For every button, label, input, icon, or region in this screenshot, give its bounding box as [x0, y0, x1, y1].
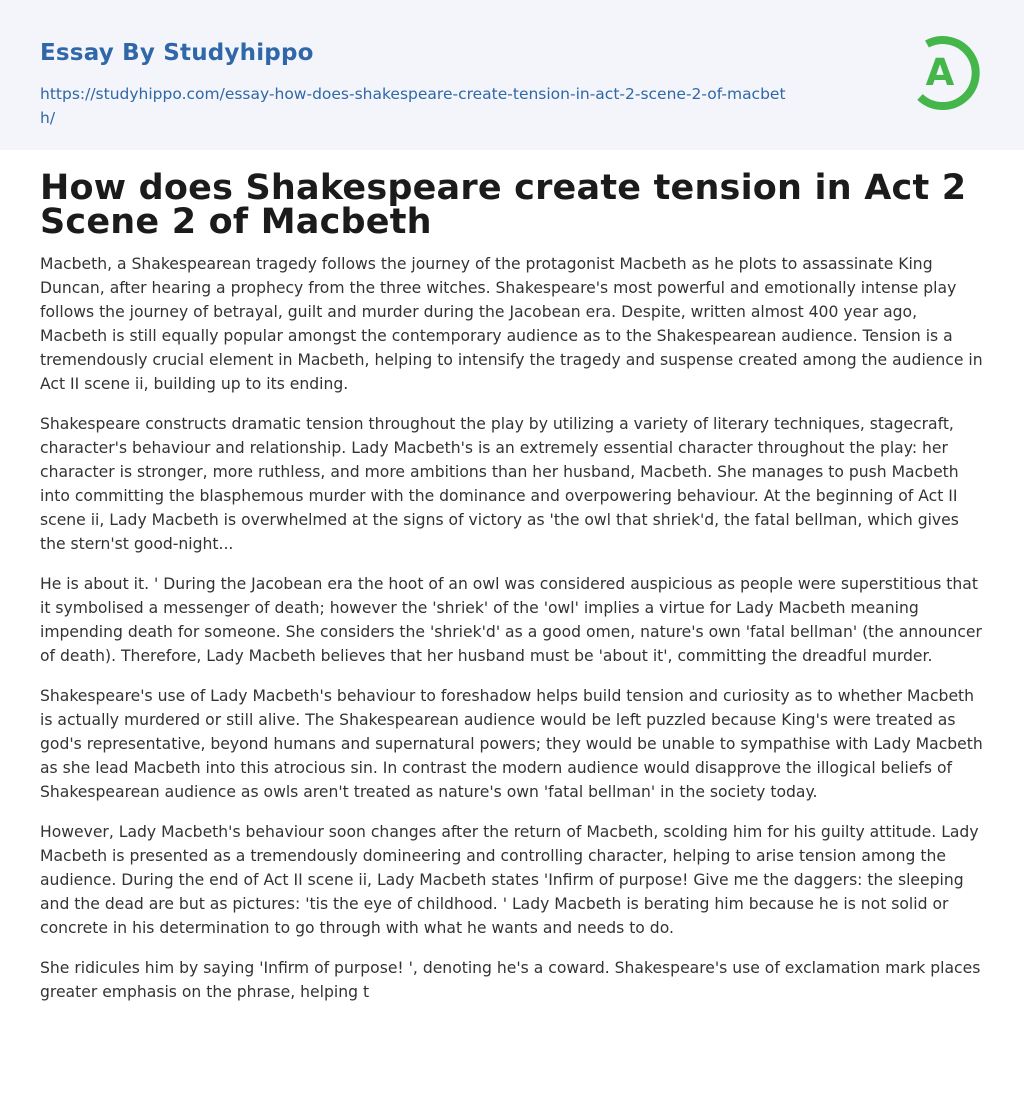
studyhippo-logo-icon[interactable]: [906, 29, 990, 115]
article-body: [0, 150, 1024, 1004]
essay-url-link[interactable]: https://studyhippo.com/essay-how-does-shakespeare-create-tension-in-act-2-scene-2-of-macbeth/: [40, 85, 786, 127]
logo-letter: A: [925, 51, 955, 94]
paragraph-4: Shakespeare's use of Lady Macbeth's behaviour to foreshadow helps build tension and curiosity as to whether Macbeth is actually murdered or still alive. The Shakespearean audience would be left puzzled because King's were treated as god's representative, beyond humans and supernatural powers; they would be unable to sympathise with Lady Macbeth as she lead Macbeth into this atrocious sin. In contrast the modern audience would disapprove the illogical beliefs of Shakespearean audience as owls aren't treated as nature's own 'fatal bellman' in the society today.: [40, 687, 983, 801]
paragraph-5: However, Lady Macbeth's behaviour soon changes after the return of Macbeth, scolding him for his guilty attitude. Lady Macbeth is presented as a tremendously domineering and controlling character, helping to arise tension among the audience. During the end of Act II scene ii, Lady Macbeth states 'Infirm of purpose! Give me the daggers: the sleeping and the dead are but as pictures: 'tis the eye of childhood. ' Lady Macbeth is berating him because he is not solid or concrete in his determination to go through with what he wants and needs to do.: [40, 823, 979, 937]
brand-title[interactable]: Essay By Studyhippo: [40, 40, 314, 66]
paragraph-1: Macbeth, a Shakespearean tragedy follows the journey of the protagonist Macbeth as he plots to assassinate King Duncan, after hearing a prophecy from the three witches. Shakespeare's most powerful and emotionally intense play follows the journey of betrayal, guilt and murder during the Jacobean era. Despite, written almost 400 year ago, Macbeth is still equally popular amongst the contemporary audience as to the Shakespearean audience. Tension is a tremendously crucial element in Macbeth, helping to intensify the tragedy and suspense created among the audience in Act II scene ii, building up to its ending.: [40, 255, 983, 393]
paragraph-2: Shakespeare constructs dramatic tension throughout the play by utilizing a variety of literary techniques, stagecraft, character's behaviour and relationship. Lady Macbeth's is an extremely essential character throughout the play: her character is stronger, more ruthless, and more ambitions than her husband, Macbeth. She manages to push Macbeth into committing the blasphemous murder with the dominance and overpowering behaviour. At the beginning of Act II scene ii, Lady Macbeth is overwhelmed at the signs of victory as 'the owl that shriek'd, the fatal bellman, which gives the stern'st good-night...: [40, 415, 959, 553]
site-header: [0, 0, 1024, 150]
article-title: How does Shakespeare create tension in Act 2 Scene 2 of Macbeth: [40, 168, 967, 242]
paragraph-6: She ridicules him by saying 'Infirm of purpose! ', denoting he's a coward. Shakespeare's use of exclamation mark places greater emphasis on the phrase, helping t: [40, 959, 981, 1001]
paragraph-3: He is about it. ' During the Jacobean era the hoot of an owl was considered auspicious as people were superstitious that it symbolised a messenger of death; however the 'shriek' of the 'owl' implies a virtue for Lady Macbeth meaning impending death for someone. She considers the 'shriek'd' as a good omen, nature's own 'fatal bellman' (the announcer of death). Therefore, Lady Macbeth believes that her husband must be 'about it', committing the dreadful murder.: [40, 575, 982, 665]
